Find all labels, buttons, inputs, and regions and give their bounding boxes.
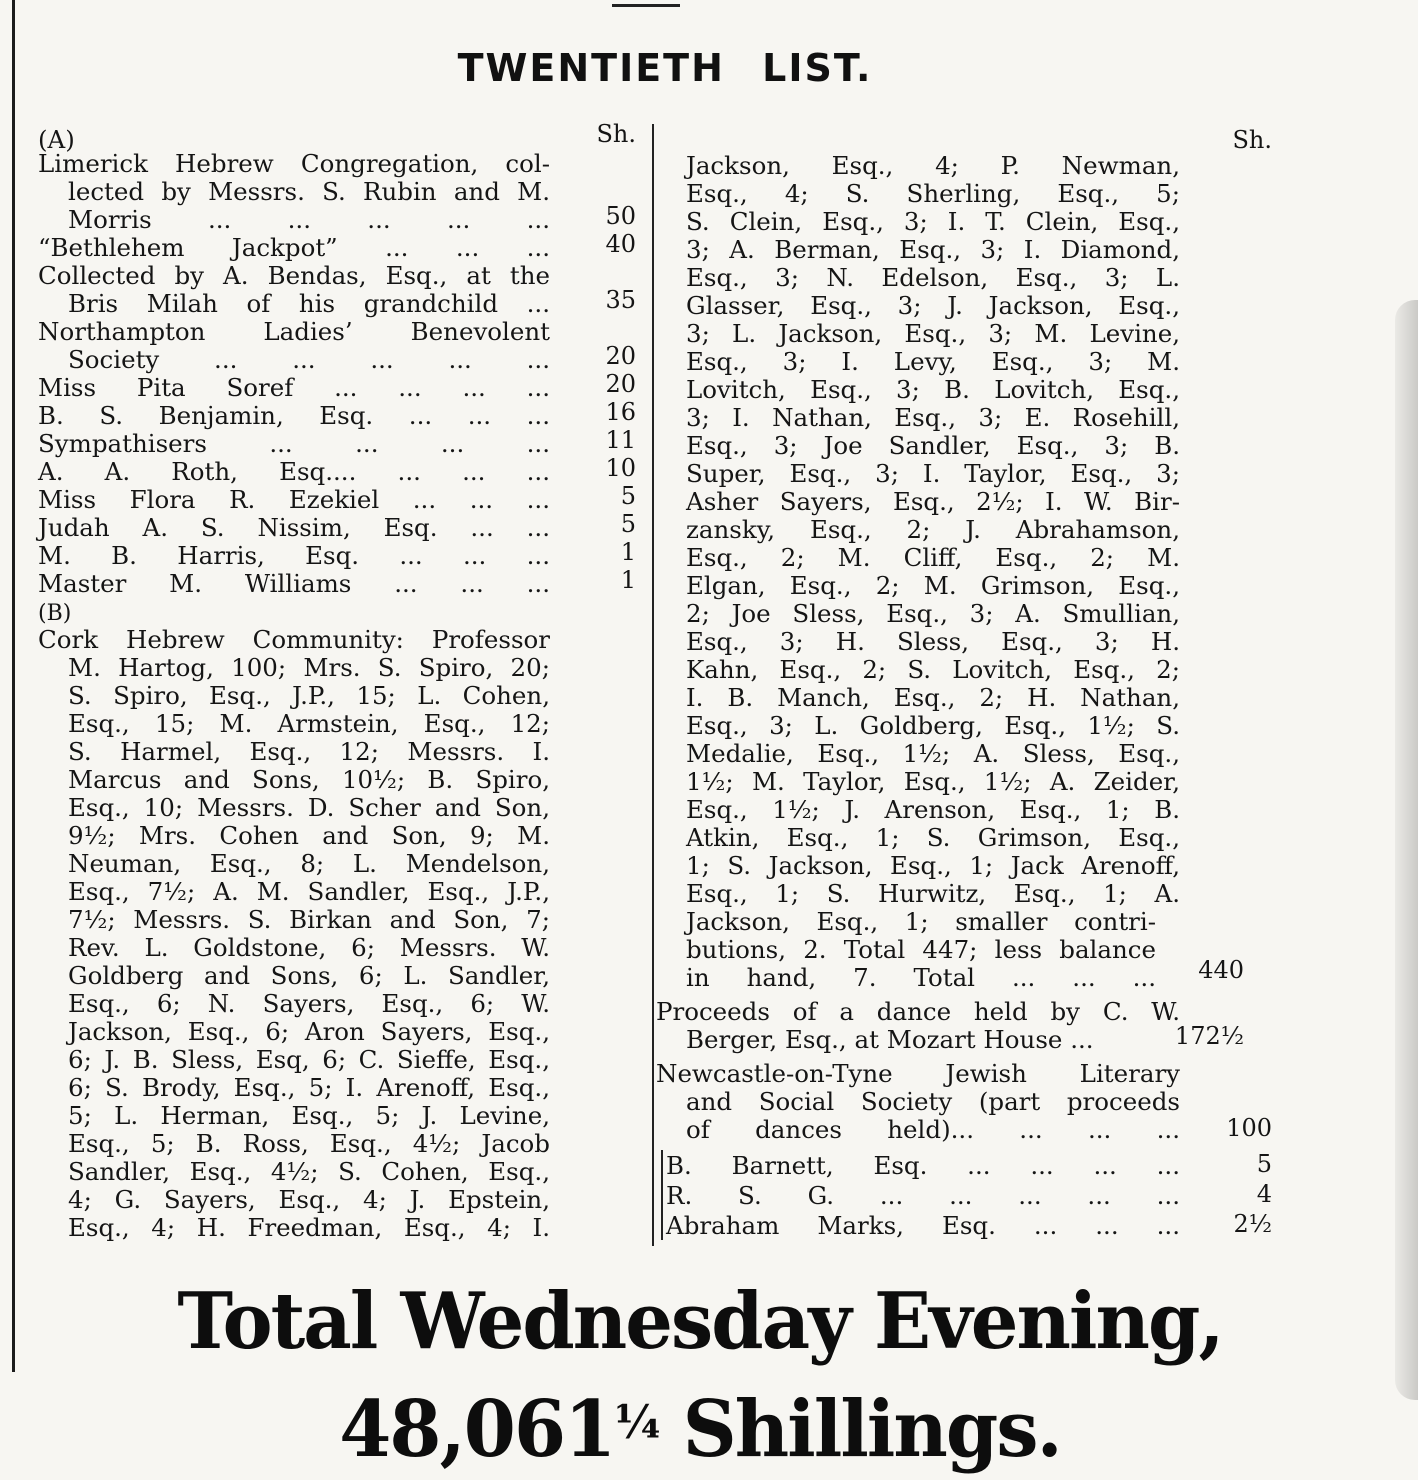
entry-line: Northampton Ladies’ Benevolent <box>38 317 550 346</box>
entry-line: lected by Messrs. S. Rubin and M. <box>68 177 550 206</box>
cork-cont-line: 1½; M. Taylor, Esq., 1½; A. Zeider, <box>686 767 1180 796</box>
donor-amount: 2½ <box>1233 1210 1272 1238</box>
cork-cont-line: 3; A. Berman, Esq., 3; I. Diamond, <box>686 235 1180 264</box>
total-banner-text: Total Wednesday Evening, 48,061 <box>177 1276 1223 1475</box>
newcastle-line: and Social Society (part proceeds <box>686 1087 1180 1116</box>
entry-amount: 1 <box>620 566 636 594</box>
cork-cont-line: Esq., 3; I. Levy, Esq., 3; M. <box>686 347 1180 376</box>
cork-line: 7½; Messrs. S. Birkan and Son, 7; <box>68 905 550 934</box>
entry-amount: 16 <box>605 398 636 426</box>
entry-amount: 11 <box>605 426 636 454</box>
newcastle-amount: 100 <box>1226 1114 1272 1142</box>
entry-line: Judah A. S. Nissim, Esq. ... ... <box>38 513 550 542</box>
cork-line: 5; L. Herman, Esq., 5; J. Levine, <box>68 1101 550 1130</box>
entry-bar <box>661 1180 663 1210</box>
entry-bar <box>661 1210 663 1240</box>
cork-cont-line: Esq., 1½; J. Arenson, Esq., 1; B. <box>686 795 1180 824</box>
cork-cont-line: 1; S. Jackson, Esq., 1; Jack Arenoff, <box>686 851 1180 880</box>
donor-amount: 5 <box>1256 1150 1272 1178</box>
newcastle-line: Newcastle-on-Tyne Jewish Literary <box>656 1059 1180 1088</box>
cork-line: 4; G. Sayers, Esq., 4; J. Epstein, <box>68 1185 550 1214</box>
cork-cont-line: Esq., 3; H. Sless, Esq., 3; H. <box>686 627 1180 656</box>
dance-line: Berger, Esq., at Mozart House ... <box>686 1025 1094 1054</box>
cork-cont-line: 3; L. Jackson, Esq., 3; M. Levine, <box>686 319 1180 348</box>
cork-line: 9½; Mrs. Cohen and Son, 9; M. <box>68 821 550 850</box>
dance-line: Proceeds of a dance held by C. W. <box>656 997 1180 1026</box>
column-divider <box>652 124 654 1246</box>
newcastle-line: of dances held)... ... ... ... <box>686 1115 1180 1144</box>
cork-cont-line: S. Clein, Esq., 3; I. T. Clein, Esq., <box>686 207 1180 236</box>
entry-amount: 50 <box>605 202 636 230</box>
entry-line: Miss Flora R. Ezekiel ... ... ... <box>38 485 550 514</box>
entry-line: A. A. Roth, Esq.... ... ... ... <box>38 457 550 486</box>
cork-line: Neuman, Esq., 8; L. Mendelson, <box>68 849 550 878</box>
cork-line: Marcus and Sons, 10½; B. Spiro, <box>68 765 550 794</box>
cork-line: Esq., 7½; A. M. Sandler, Esq., J.P., <box>68 877 550 906</box>
section-b-label: (B) <box>38 601 72 626</box>
cork-cont-line: in hand, 7. Total ... ... ... <box>686 963 1156 992</box>
cork-line: Cork Hebrew Community: Professor <box>38 625 550 654</box>
cork-line: Esq., 15; M. Armstein, Esq., 12; <box>68 709 550 738</box>
entry-line: M. B. Harris, Esq. ... ... ... <box>38 541 550 570</box>
cork-cont-line: Esq., 2; M. Cliff, Esq., 2; M. <box>686 543 1180 572</box>
entry-line: Limerick Hebrew Congregation, col- <box>38 149 550 178</box>
cork-cont-line: Elgan, Esq., 2; M. Grimson, Esq., <box>686 571 1180 600</box>
dance-amount: 172½ <box>1174 1022 1244 1050</box>
entry-amount: 5 <box>620 482 636 510</box>
cork-cont-line: butions, 2. Total 447; less balance <box>686 935 1156 964</box>
entry-amount: 20 <box>605 370 636 398</box>
cork-cont-line: Lovitch, Esq., 3; B. Lovitch, Esq., <box>686 375 1180 404</box>
entry-line: B. S. Benjamin, Esq. ... ... ... <box>38 401 550 430</box>
cork-cont-line: Medalie, Esq., 1½; A. Sless, Esq., <box>686 739 1180 768</box>
total-banner-suffix: Shillings. <box>658 1384 1061 1475</box>
donor-line: R. S. G. ... ... ... ... ... <box>666 1181 1180 1210</box>
cork-line: S. Spiro, Esq., J.P., 15; L. Cohen, <box>68 681 550 710</box>
cork-line: Esq., 6; N. Sayers, Esq., 6; W. <box>68 989 550 1018</box>
cork-cont-line: Glasser, Esq., 3; J. Jackson, Esq., <box>686 291 1180 320</box>
entry-line: Morris ... ... ... ... ... <box>68 205 550 234</box>
cork-line: S. Harmel, Esq., 12; Messrs. I. <box>68 737 550 766</box>
cork-line: Jackson, Esq., 6; Aron Sayers, Esq., <box>68 1017 550 1046</box>
left-unit-header: Sh. <box>596 120 636 148</box>
page-curl-shadow <box>1395 300 1418 1400</box>
entry-line: Miss Pita Soref ... ... ... ... <box>38 373 550 402</box>
entry-line: “Bethlehem Jackpot” ... ... ... <box>38 233 550 262</box>
section-a-label: (A) <box>38 125 75 154</box>
cork-line: Esq., 10; Messrs. D. Scher and Son, <box>68 793 550 822</box>
cork-cont-line: Asher Sayers, Esq., 2½; I. W. Bir- <box>686 487 1180 516</box>
total-banner <box>57 1272 1343 1475</box>
donor-amount: 4 <box>1256 1180 1272 1208</box>
cork-cont-line: Esq., 1; S. Hurwitz, Esq., 1; A. <box>686 879 1180 908</box>
cork-cont-line: Esq., 3; Joe Sandler, Esq., 3; B. <box>686 431 1180 460</box>
donor-line: Abraham Marks, Esq. ... ... ... <box>666 1211 1180 1240</box>
top-rule <box>612 4 680 7</box>
cork-cont-line: zansky, Esq., 2; J. Abrahamson, <box>686 515 1180 544</box>
cork-cont-line: Jackson, Esq., 1; smaller contri- <box>686 907 1156 936</box>
cork-line: Esq., 4; H. Freedman, Esq., 4; I. <box>68 1213 550 1242</box>
entry-line: Sympathisers ... ... ... ... <box>38 429 550 458</box>
cork-line: Esq., 5; B. Ross, Esq., 4½; Jacob <box>68 1129 550 1158</box>
total-banner-fraction: ¼ <box>614 1395 659 1449</box>
cork-cont-line: Esq., 3; L. Goldberg, Esq., 1½; S. <box>686 711 1180 740</box>
cork-cont-line: 3; I. Nathan, Esq., 3; E. Rosehill, <box>686 403 1180 432</box>
entry-bar <box>661 1150 663 1180</box>
donor-line: B. Barnett, Esq. ... ... ... ... <box>666 1151 1180 1180</box>
right-unit-header: Sh. <box>1232 126 1272 154</box>
entry-line: Collected by A. Bendas, Esq., at the <box>38 261 550 290</box>
cork-line: Goldberg and Sons, 6; L. Sandler, <box>68 961 550 990</box>
entry-line: Bris Milah of his grandchild ... <box>68 289 550 318</box>
cork-cont-line: Jackson, Esq., 4; P. Newman, <box>686 151 1180 180</box>
list-title: TWENTIETH LIST. <box>457 46 873 90</box>
cork-cont-line: I. B. Manch, Esq., 2; H. Nathan, <box>686 683 1180 712</box>
cork-line: Sandler, Esq., 4½; S. Cohen, Esq., <box>68 1157 550 1186</box>
entry-amount: 10 <box>605 454 636 482</box>
cork-cont-line: Kahn, Esq., 2; S. Lovitch, Esq., 2; <box>686 655 1180 684</box>
cork-cont-line: Esq., 4; S. Sherling, Esq., 5; <box>686 179 1180 208</box>
entry-amount: 40 <box>605 230 636 258</box>
cork-line: M. Hartog, 100; Mrs. S. Spiro, 20; <box>68 653 550 682</box>
entry-amount: 1 <box>620 538 636 566</box>
cork-line: 6; J. B. Sless, Esq, 6; C. Sieffe, Esq., <box>68 1045 550 1074</box>
entry-line: Society ... ... ... ... ... <box>68 345 550 374</box>
cork-total-amount: 440 <box>1198 956 1244 984</box>
cork-cont-line: Super, Esq., 3; I. Taylor, Esq., 3; <box>686 459 1180 488</box>
cork-cont-line: 2; Joe Sless, Esq., 3; A. Smullian, <box>686 599 1180 628</box>
entry-line: Master M. Williams ... ... ... <box>38 569 550 598</box>
cork-cont-line: Esq., 3; N. Edelson, Esq., 3; L. <box>686 263 1180 292</box>
cork-cont-line: Atkin, Esq., 1; S. Grimson, Esq., <box>686 823 1180 852</box>
cork-line: Rev. L. Goldstone, 6; Messrs. W. <box>68 933 550 962</box>
cork-line: 6; S. Brody, Esq., 5; I. Arenoff, Esq., <box>68 1073 550 1102</box>
left-border-rule <box>12 0 15 1372</box>
entry-amount: 5 <box>620 510 636 538</box>
entry-amount: 35 <box>605 286 636 314</box>
entry-amount: 20 <box>605 342 636 370</box>
